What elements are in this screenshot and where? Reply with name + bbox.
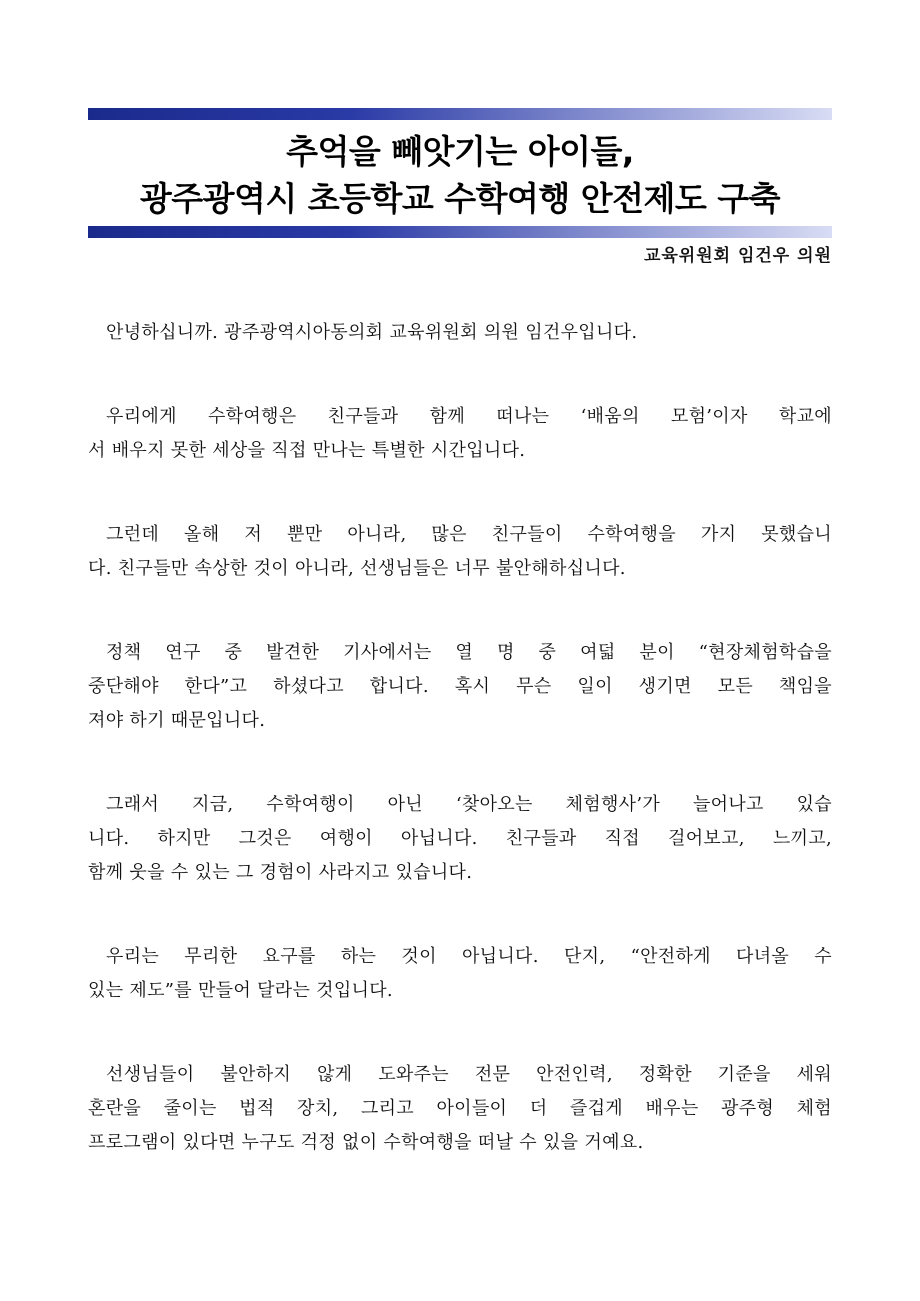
paragraph [88, 316, 832, 350]
paragraph [88, 400, 832, 468]
paragraph-line: 우리는 무리한 요구를 하는 것이 아닙니다. 단지, “안전하게 다녀올 수 [106, 946, 832, 967]
title-top-rule [88, 108, 832, 120]
paragraph [88, 1058, 832, 1160]
paragraph-line: 그런데 올해 저 뿐만 아니라, 많은 친구들이 수학여행을 가지 못했습니 [106, 524, 832, 545]
title-line-2: 광주광역시 초등학교 수학여행 안전제도 구축 [139, 179, 781, 218]
title-bottom-rule [88, 226, 832, 238]
paragraph-line: 혼란을 줄이는 법적 장치, 그리고 아이들이 더 즐겁게 배우는 광주형 체험 [88, 1098, 832, 1119]
paragraph-line: 프로그램이 있다면 누구도 걱정 없이 수학여행을 떠날 수 있을 거예요. [88, 1132, 644, 1153]
paragraph-line: 있는 제도”를 만들어 달라는 것입니다. [88, 980, 393, 1001]
paragraph-line: 져야 하기 때문입니다. [88, 710, 266, 731]
paragraph [88, 636, 832, 738]
paragraph [88, 788, 832, 890]
paragraph-line: 우리에게 수학여행은 친구들과 함께 떠나는 ‘배움의 모험’이자 학교에 [106, 406, 832, 427]
body-text [88, 316, 832, 1210]
page-title [88, 120, 832, 226]
author-byline: 교육위원회 임건우 의원 [643, 246, 832, 266]
paragraph-line: 중단해야 한다”고 하셨다고 합니다. 혹시 무슨 일이 생기면 모든 책임을 [88, 676, 832, 697]
paragraph-line: 다. 친구들만 속상한 것이 아니라, 선생님들은 너무 불안해하십니다. [88, 558, 626, 579]
paragraph-line: 정책 연구 중 발견한 기사에서는 열 명 중 여덟 분이 “현장체험학습을 [106, 642, 832, 663]
paragraph-line: 니다. 하지만 그것은 여행이 아닙니다. 친구들과 직접 걸어보고, 느끼고, [88, 828, 832, 849]
paragraph-line: 선생님들이 불안하지 않게 도와주는 전문 안전인력, 정확한 기준을 세워 [106, 1064, 832, 1085]
paragraph-line: 안녕하십니까. 광주광역시아동의회 교육위원회 의원 임건우입니다. [106, 322, 638, 343]
title-line-1: 추억을 빼앗기는 아이들, [286, 132, 634, 171]
paragraph-line: 그래서 지금, 수학여행이 아닌 ‘찾아오는 체험행사’가 늘어나고 있습 [106, 794, 832, 815]
paragraph [88, 518, 832, 586]
paragraph [88, 940, 832, 1008]
paragraph-line: 함께 웃을 수 있는 그 경험이 사라지고 있습니다. [88, 862, 473, 883]
title-block [88, 108, 832, 238]
paragraph-line: 서 배우지 못한 세상을 직접 만나는 특별한 시간입니다. [88, 440, 526, 461]
